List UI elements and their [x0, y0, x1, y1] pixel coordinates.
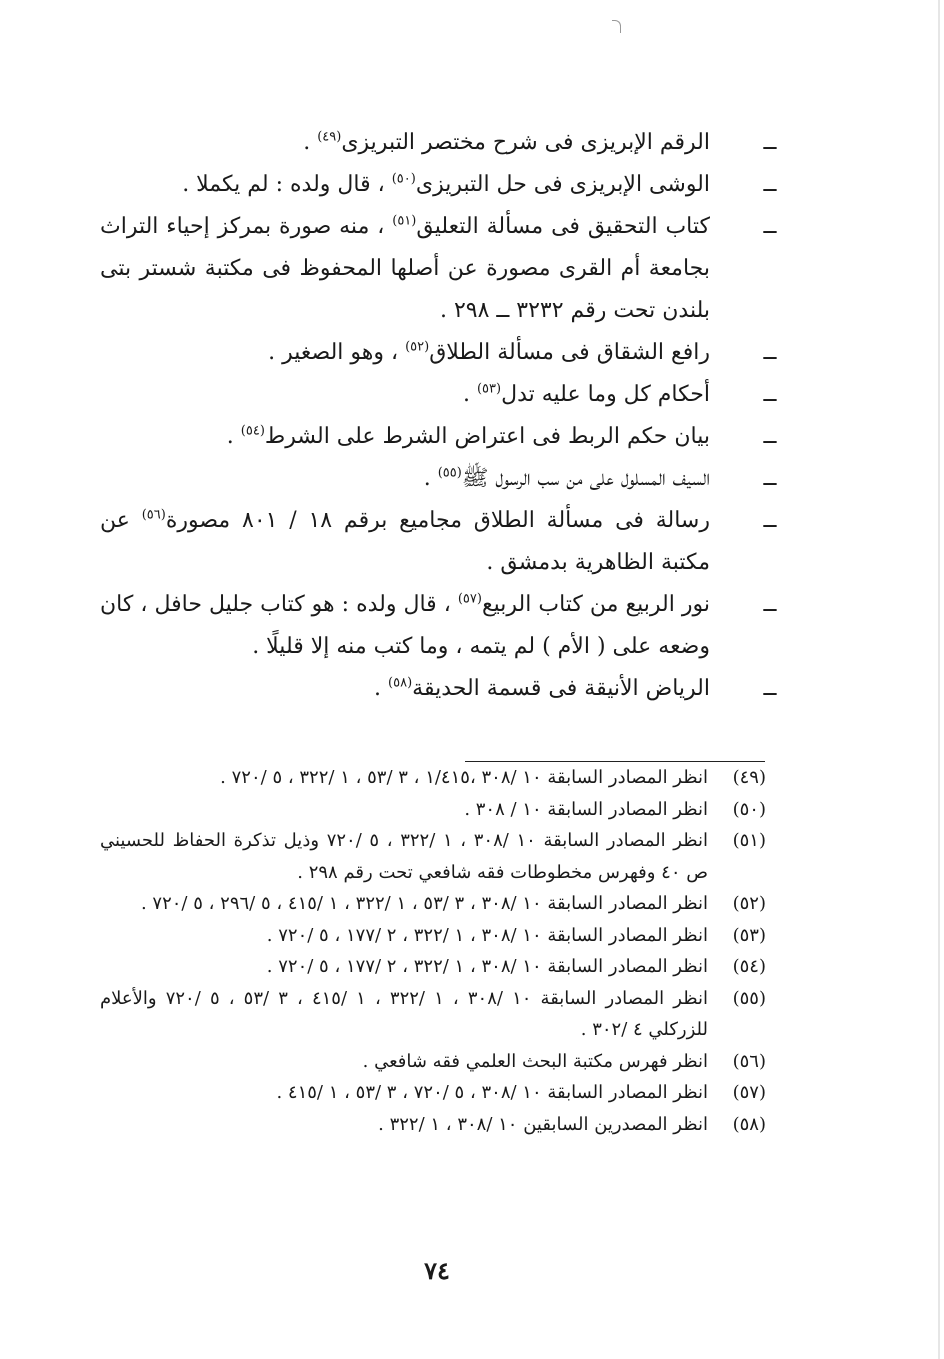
list-dash: ــ — [763, 424, 777, 449]
footnote — [100, 888, 766, 920]
list-dash: ــ — [763, 508, 777, 533]
page-number: ٧٤ — [424, 1256, 450, 1285]
footnote-ref[interactable]: (٥٤) — [240, 423, 265, 439]
item-text-end: ، قال ولده : هو كتاب جليل حافل ، كان وضعه على ( الأم ) لم يتمه ، وما كتب منه إلا قليلًا . — [100, 592, 710, 659]
item-text-end: . — [226, 424, 241, 449]
item-text-end: ، قال ولده : لم يكملا . — [182, 172, 392, 197]
footnote-ref[interactable]: (٥٦) — [141, 507, 166, 523]
footnote-text: انظر المصادر السابقة ١٠ /٣٠٨ ، ١ /٣٢٢ ، ١ /٤١٥ ، ٣ /٥٣ ، ٥ /٧٢٠ والأعلام للزركلي ٤ /٣٠٢ . — [100, 987, 708, 1040]
item-text: الرقم الإبريزى فى شرح مختصر التبريزى — [341, 130, 710, 155]
footnote-text: انظر المصادر السابقة ١٠ / ٣٠٨ . — [464, 798, 708, 820]
item-text-end: . — [374, 676, 389, 701]
footnote-ref[interactable]: (٥٨) — [388, 675, 413, 691]
list-item — [100, 584, 780, 668]
works-list — [100, 122, 780, 710]
item-text: الوشى الإبريزى فى حل التبريزى — [415, 172, 710, 197]
footnotes — [100, 762, 766, 1140]
footnote-text: انظر المصادر السابقة ١٠ /٣٠٨ ، ١ /٣٢٢ ، ٢ /١٧٧ ، ٥ /٧٢٠ . — [266, 924, 708, 946]
item-text-end: . — [423, 466, 438, 491]
list-dash: ــ — [763, 172, 777, 197]
footnote-text: انظر المصادر السابقة ١٠ /٣٠٨ ، ١ /٣٢٢ ، ٢ /١٧٧ ، ٥ /٧٢٠ . — [266, 956, 708, 977]
footnote-number: (٥١) — [732, 830, 766, 851]
item-text-end: ، منه صورة بمركز إحياء التراث بجامعة أم القرى مصورة عن أصلها المحفوظ فى مكتبة شستر بتى بلندن تحت رقم ٣٢٣٢ ــ ٢٩٨ . — [100, 214, 710, 323]
footnote — [100, 1046, 766, 1078]
footnote — [100, 951, 766, 983]
footnote-text: انظر المصادر السابقة ١٠ /٣٠٨ ، ١ /٣٢٢ ، ٥ /٧٢٠ وذيل تذكرة الحفاظ للحسيني ص ٤٠ وفهرس مخطوطات فقه شافعي تحت رقم ٢٩٨ . — [100, 830, 708, 883]
list-dash: ــ — [763, 214, 777, 239]
footnote-ref[interactable]: (٥٢) — [405, 339, 430, 355]
footnote-text: انظر المصادر السابقة ١٠ /٣٠٨ ،١/٤١٥ ، ٣ /٥٣ ، ١ /٣٢٢ ، ٥ /٧٢٠ . — [220, 767, 708, 788]
list-item — [100, 122, 780, 164]
item-text-end: . — [303, 130, 318, 155]
item-text: بيان حكم الربط فى اعتراض الشرط على الشرط — [264, 424, 710, 449]
footnote — [100, 920, 766, 952]
footnote-number: (٥٦) — [732, 1050, 766, 1072]
footnote-ref[interactable]: (٥٧) — [457, 591, 482, 607]
list-dash: ــ — [763, 466, 777, 491]
footnote-text: انظر المصادر السابقة ١٠ /٣٠٨ ، ٥ /٧٢٠ ، ٣ /٥٣ ، ١ /٤١٥ . — [276, 1082, 708, 1103]
corner-mark — [612, 20, 621, 33]
footnote — [100, 794, 766, 826]
footnote-text: انظر المصدرين السابقين ١٠ /٣٠٨ ، ١ /٣٢٢ . — [378, 1113, 708, 1135]
item-text-end: . — [462, 382, 477, 407]
footnote-ref[interactable]: (٥٠) — [391, 171, 416, 187]
footnote-number: (٥٣) — [732, 924, 766, 946]
item-text: أحكام كل وما عليه تدل — [501, 382, 710, 407]
item-text: كتاب التحقيق فى مسألة التعليق — [416, 214, 710, 239]
footnote-number: (٥٢) — [732, 893, 766, 914]
footnote — [100, 983, 766, 1046]
list-dash: ــ — [763, 592, 777, 617]
item-text: السيف المسلول على من سب الرسول ﷺ — [461, 466, 710, 491]
list-item — [100, 500, 780, 584]
list-item — [100, 458, 780, 500]
list-dash: ــ — [763, 130, 777, 155]
list-item — [100, 332, 780, 374]
footnote-number: (٥٨) — [732, 1113, 766, 1135]
footnote-ref[interactable]: (٥١) — [392, 213, 417, 229]
footnote-number: (٥٥) — [732, 987, 766, 1009]
footnote-ref[interactable]: (٤٩) — [317, 129, 342, 145]
footnote-number: (٥٠) — [732, 798, 766, 820]
list-item — [100, 416, 780, 458]
footnote-text: انظر المصادر السابقة ١٠ /٣٠٨ ، ٣ /٥٣ ، ١ /٣٢٢ ، ١ /٤١٥ ، ٥ /٢٩٦ ، ٥ /٧٢٠ . — [140, 893, 708, 914]
footnote-number: (٥٧) — [732, 1082, 766, 1103]
footnote — [100, 1109, 766, 1141]
list-item — [100, 164, 780, 206]
footnote-ref[interactable]: (٥٣) — [476, 381, 502, 397]
list-dash: ــ — [763, 340, 777, 365]
list-item — [100, 374, 780, 416]
footnote — [100, 825, 766, 888]
list-dash: ــ — [763, 382, 777, 407]
item-text: رافع الشقاق فى مسألة الطلاق — [429, 340, 710, 365]
item-text-end: ، وهو الصغير . — [268, 340, 406, 365]
item-text: الرياض الأنيقة فى قسمة الحديقة — [412, 676, 710, 701]
item-text: رسالة فى مسألة الطلاق مجاميع برقم ١٨ / ٨٠١ مصورة — [165, 508, 710, 533]
item-text-end: عن مكتبة الظاهرية بدمشق . — [100, 508, 710, 575]
footnote-number: (٤٩) — [732, 767, 766, 788]
item-text: نور الربيع من كتاب الربيع — [481, 592, 710, 617]
list-item — [100, 206, 780, 332]
list-item — [100, 668, 780, 710]
footnote — [100, 1077, 766, 1109]
footnote-number: (٥٤) — [732, 956, 766, 977]
list-dash: ــ — [763, 676, 777, 701]
footnote-text: انظر فهرس مكتبة البحث العلمي فقه شافعي . — [362, 1050, 708, 1072]
page-edge — [938, 0, 940, 1359]
footnote-ref[interactable]: (٥٥) — [437, 465, 462, 481]
footnote — [100, 762, 766, 794]
